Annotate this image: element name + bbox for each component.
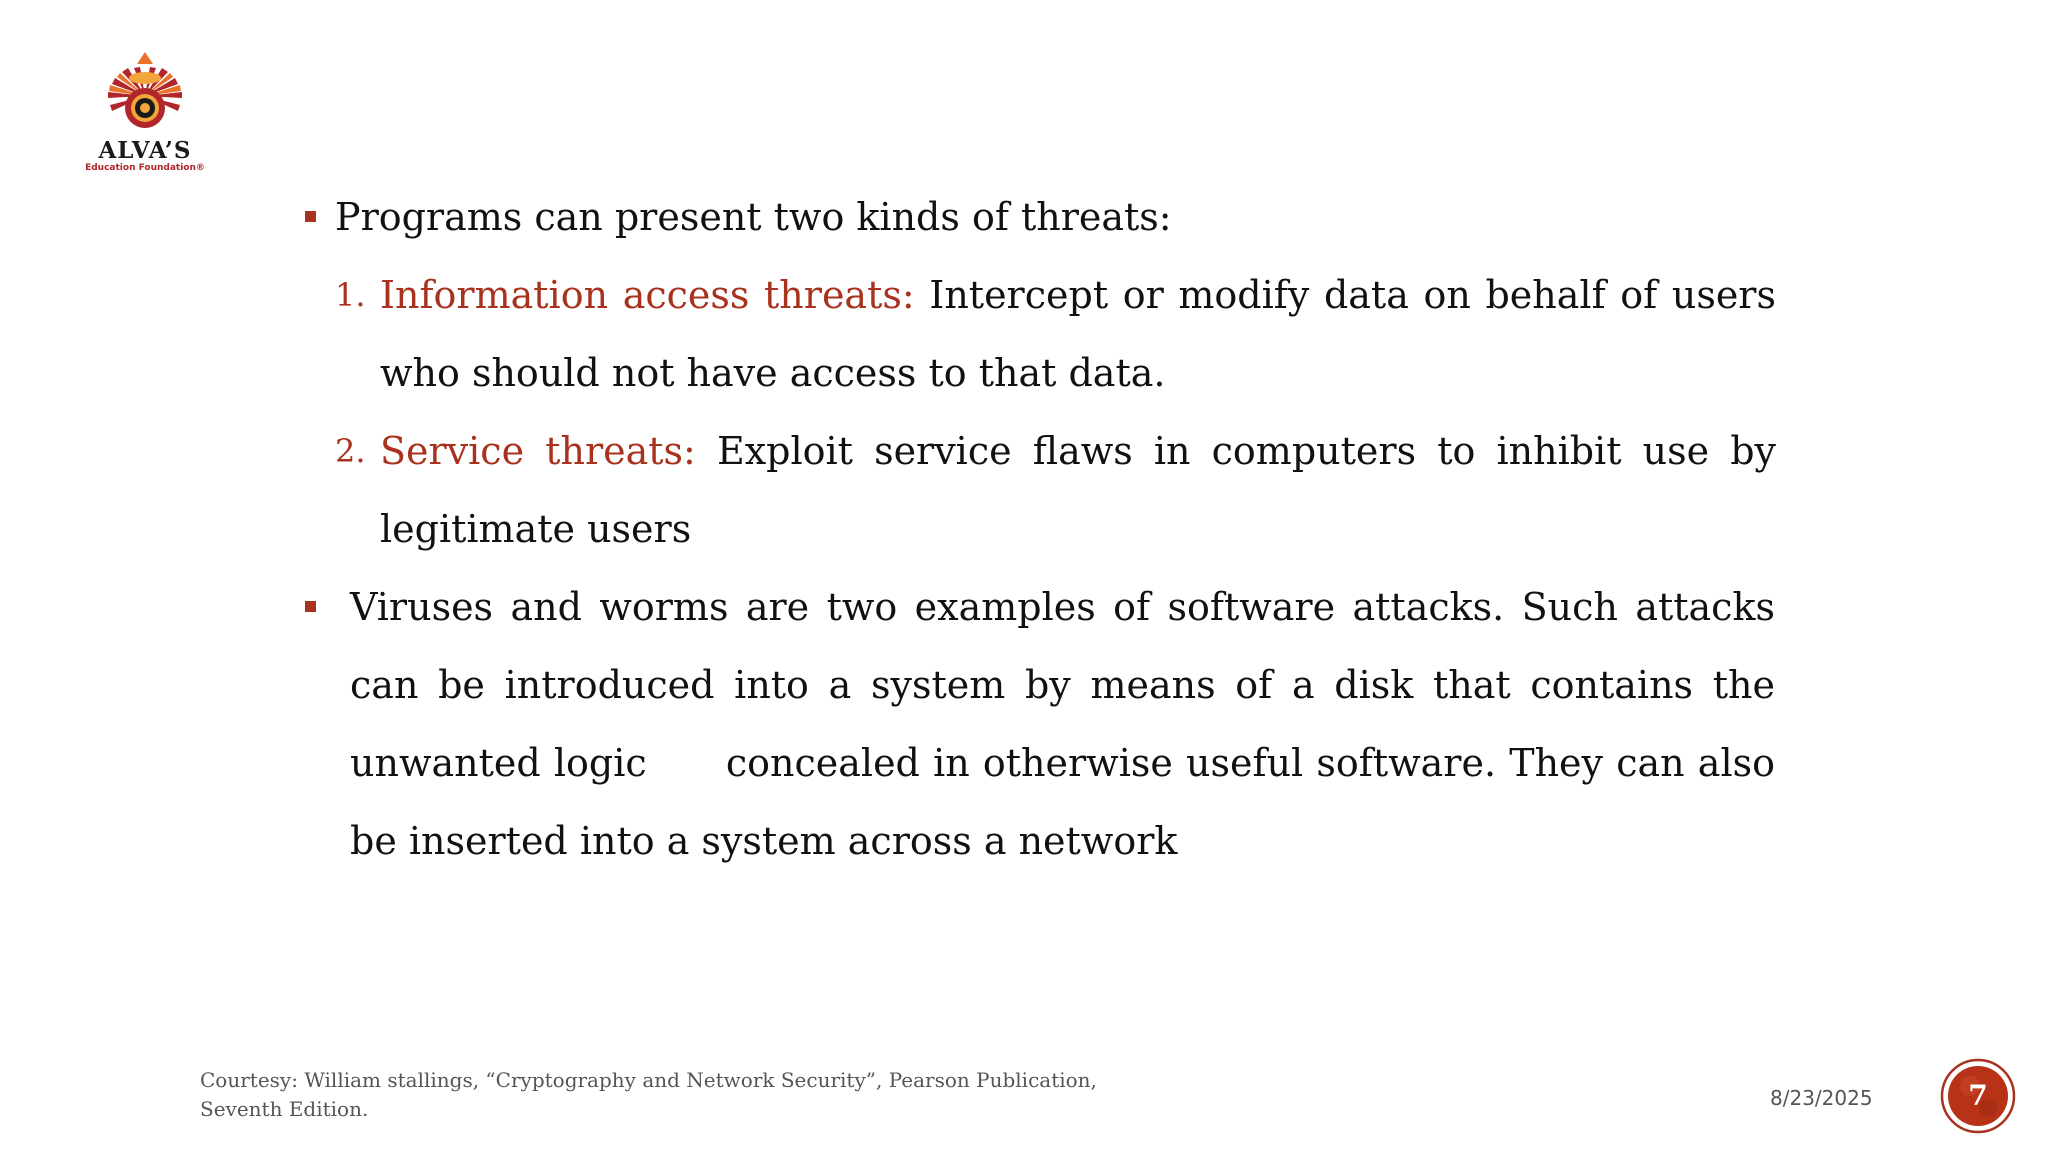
courtesy-line-1: Courtesy: William stallings, “Cryptography and Network Security”, Pearson Publication,: [200, 1068, 1097, 1092]
threat-description: Exploit service flaws in computers to inhibit use by legitimate users: [380, 429, 1776, 551]
square-bullet-icon: [305, 211, 316, 222]
threat-term: Service threats:: [380, 429, 696, 473]
threat-number: 1.: [335, 276, 366, 314]
logo-title: ALVA’S: [98, 137, 192, 164]
logo: [70, 48, 220, 178]
alvas-emblem-icon: [70, 48, 220, 138]
intro-text: Programs can present two kinds of threats:: [335, 195, 1172, 239]
attacks-text: Viruses and worms are two examples of software attacks. Such attacks can be introduced into a system by means of a disk that contains the unwanted logic concealed in otherwise useful software. They can also be inserted into a system across a network: [350, 585, 1788, 863]
logo-subtitle: Education Foundation®: [85, 163, 205, 173]
page-number: 7: [1968, 1079, 1988, 1112]
courtesy-line-2: Seventh Edition.: [200, 1097, 369, 1121]
courtesy-note: [200, 1066, 1097, 1124]
threat-term: Information access threats:: [380, 273, 915, 317]
slide-date: 8/23/2025: [1770, 1086, 1873, 1110]
square-bullet-icon: [305, 601, 316, 612]
threat-text: [380, 412, 1776, 568]
threat-text: [380, 256, 1776, 412]
threat-number: 2.: [335, 432, 366, 470]
threat-description: Intercept or modify data on behalf of users who should not have access to that data.: [380, 273, 1776, 395]
